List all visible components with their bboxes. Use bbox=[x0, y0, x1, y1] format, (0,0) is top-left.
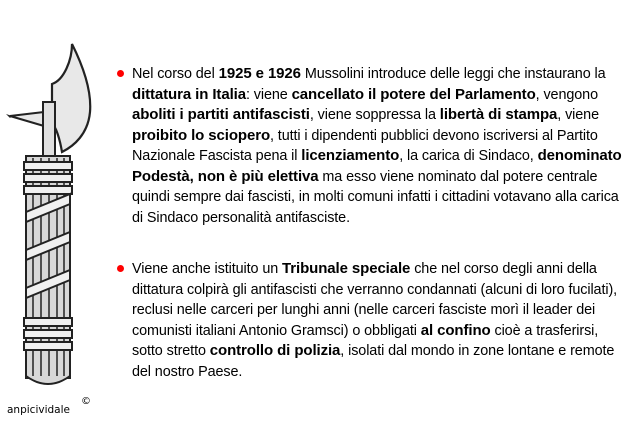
bullet-dot-icon bbox=[117, 70, 124, 77]
bullet-text bbox=[132, 64, 632, 228]
bold-phrase: aboliti i partiti antifascisti bbox=[132, 106, 310, 123]
copyright-icon: © bbox=[81, 396, 91, 407]
text-run: Viene anche istituito un bbox=[132, 261, 283, 277]
fasces-icon bbox=[0, 0, 110, 400]
credit-label: anpicividale bbox=[7, 404, 70, 416]
text-run: Nel corso del bbox=[132, 66, 219, 82]
text-run: , la carica di Sindaco, bbox=[399, 148, 538, 164]
text-run: , viene soppressa la bbox=[309, 107, 440, 123]
text-run: Mussolini introduce delle leggi che instaurano la bbox=[300, 66, 606, 82]
bold-phrase: licenziamento bbox=[301, 147, 400, 164]
bold-phrase: proibito lo sciopero bbox=[132, 126, 271, 144]
bold-phrase: Tribunale speciale bbox=[282, 260, 411, 277]
bullet-item-1 bbox=[117, 64, 632, 228]
bullet-text bbox=[132, 259, 632, 382]
bold-phrase: denominato Podestà, non è più elettiva bbox=[132, 147, 622, 185]
bold-phrase: al confino bbox=[420, 321, 491, 339]
text-run: , viene bbox=[557, 107, 599, 123]
text-run: , vengono bbox=[535, 86, 598, 103]
text-run: cioè a trasferirsi, sotto stretto bbox=[132, 322, 599, 359]
text-run: ma esso viene nominato dal potere centrale quindi sempre dai fascisti, in molti comuni infatti i cittadini votavano alla carica di Sindaco personalità antifasciste. bbox=[132, 168, 619, 226]
bullet-dot-icon bbox=[117, 265, 124, 272]
bold-phrase: cancellato il potere del Parlamento bbox=[291, 85, 536, 103]
bold-phrase: controllo di polizia bbox=[209, 342, 341, 359]
bold-phrase: dittatura in Italia bbox=[132, 85, 246, 103]
text-run: , isolati dal mondo in zone lontane e remote del nostro Paese. bbox=[132, 343, 615, 380]
bold-phrase: 1925 e 1926 bbox=[218, 65, 301, 82]
text-run: che nel corso degli anni della dittatura colpirà gli antifascisti che verranno condannati (alcuni di loro fucilati), reclusi nelle carceri per lunghi anni (nelle carceri fasciste morì il leader dei comunisti italiani Antonio Gramsci) o obbligati bbox=[132, 261, 618, 339]
bold-phrase: libertà di stampa bbox=[439, 106, 558, 123]
text-run: : viene bbox=[245, 86, 292, 103]
bullet-item-2 bbox=[117, 259, 632, 382]
text-run: , tutti i dipendenti pubblici devono iscriversi al Partito Nazionale Fascista pena il bbox=[132, 127, 598, 164]
